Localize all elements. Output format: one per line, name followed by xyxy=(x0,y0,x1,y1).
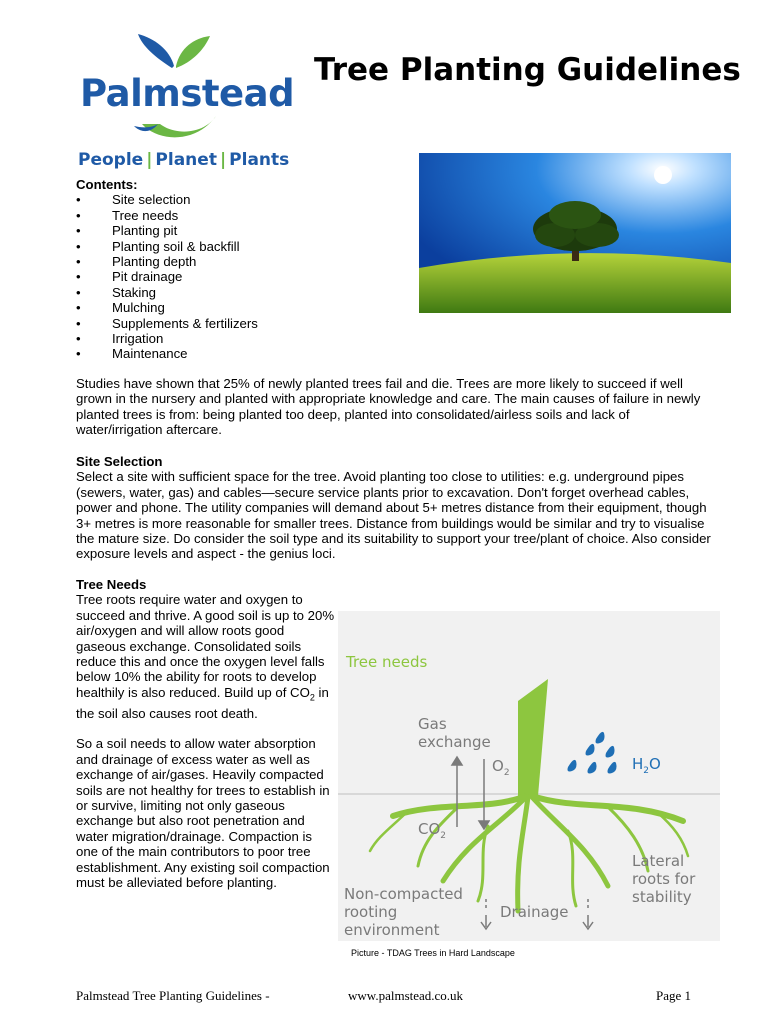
noncompacted-label-1: Non-compacted xyxy=(344,885,463,903)
tagline-people: People xyxy=(78,150,144,170)
diagram-title: Tree needs xyxy=(346,653,428,671)
intro-paragraph: Studies have shown that 25% of newly planted trees fail and die. Trees are more likely to succeed if well grown in the nursery and planted with appropriate knowledge and care. The main causes of failure in newly planted trees is from: being planted too deep, planted into consolidated/airless soils and lack of water/irrigation aftercare. xyxy=(76,376,701,438)
list-item: • Mulching xyxy=(76,300,258,315)
tree-needs-diagram xyxy=(338,611,720,941)
site-selection-section xyxy=(76,454,716,562)
list-item: • Planting soil & backfill xyxy=(76,239,258,254)
h2o-label: $H_2O$ xyxy=(632,755,661,776)
tagline-planet: Planet xyxy=(155,150,217,170)
noncompacted-label-2: rooting xyxy=(344,903,398,921)
tree-needs-body-1 xyxy=(76,592,336,721)
co2-label: $CO_2$ xyxy=(418,820,447,841)
noncompacted-label-3: environment xyxy=(344,921,440,939)
co2-subscript: 2 xyxy=(309,692,315,703)
site-selection-heading: Site Selection xyxy=(76,454,163,469)
logo-wordmark: Palmstead xyxy=(80,72,295,115)
page-title: Tree Planting Guidelines xyxy=(314,52,741,88)
lateral-label-1: Lateral xyxy=(632,852,685,870)
lateral-label-2: roots for xyxy=(632,870,696,888)
list-item: • Planting depth xyxy=(76,254,258,269)
contents-section xyxy=(76,177,258,362)
footer-url[interactable]: www.palmstead.co.uk xyxy=(348,988,464,1003)
tree-needs-text-b: in the soil also causes root death. xyxy=(76,684,329,721)
list-item: • Site selection xyxy=(76,192,258,207)
footer-left: Palmstead Tree Planting Guidelines - xyxy=(76,988,270,1003)
footer-page-number: Page 1 xyxy=(656,988,692,1003)
list-item: • Pit drainage xyxy=(76,269,258,284)
contents-list xyxy=(76,192,258,361)
contents-heading: Contents: xyxy=(76,177,138,192)
list-item: • Planting pit xyxy=(76,223,258,238)
list-item: • Tree needs xyxy=(76,208,258,223)
lateral-label-3: stability xyxy=(632,888,692,906)
site-selection-body: Select a site with sufficient space for the tree. Avoid planting too close to utilities: e.g. underground pipes (sewers, water, gas) and cables—secure service plants prior to excavation. Don't forget overhead cables, power and phone. The utility companies will demand about 5+ metres distance from their equipment, though 3+ metres is more reasonable for smaller trees. Distance from buildings would be similar and try to visualise the mature size. Do consider the soil type and its suitability to support your tree/plant of choice. Also consider exposure levels and aspect - the genius loci. xyxy=(76,469,711,562)
gas-label-2: exchange xyxy=(418,733,491,751)
hero-tree-image xyxy=(419,153,731,313)
list-item: • Maintenance xyxy=(76,346,258,361)
tree-needs-text-a: Tree roots require water and oxygen to succeed and thrive. A good soil is up to 20% air/oxygen and will allow roots good gaseous exchange. Consolidated soils reduce this and once the oxygen level falls below 10% the ability for roots to develop healthily is also reduced. Build up of CO xyxy=(76,592,335,700)
gas-label-1: Gas xyxy=(418,715,447,733)
drainage-label: Drainage xyxy=(500,903,569,921)
o2-label: $O_2$ xyxy=(492,757,510,778)
tree-needs-section xyxy=(76,577,336,890)
tree-needs-heading: Tree Needs xyxy=(76,577,147,592)
tree-needs-body-2: So a soil needs to allow water absorption and drainage of excess water as well as exchange of air/gases. Heavily compacted soils are not healthy for trees to establish in or survive, limiting not only gaseous exchange but also root penetration and water migration/drainage. Compaction is one of the main contributors to poor tree establishment. Any existing soil compaction must be alleviated before planting. xyxy=(76,736,330,890)
list-item: • Staking xyxy=(76,285,258,300)
image-caption: Picture - TDAG Trees in Hard Landscape xyxy=(351,948,515,958)
list-item: • Irrigation xyxy=(76,331,258,346)
list-item: • Supplements & fertilizers xyxy=(76,316,258,331)
tagline-plants: Plants xyxy=(229,150,290,170)
logo-tagline: People | Planet | Plants xyxy=(78,150,290,170)
palmstead-logo xyxy=(76,32,295,172)
